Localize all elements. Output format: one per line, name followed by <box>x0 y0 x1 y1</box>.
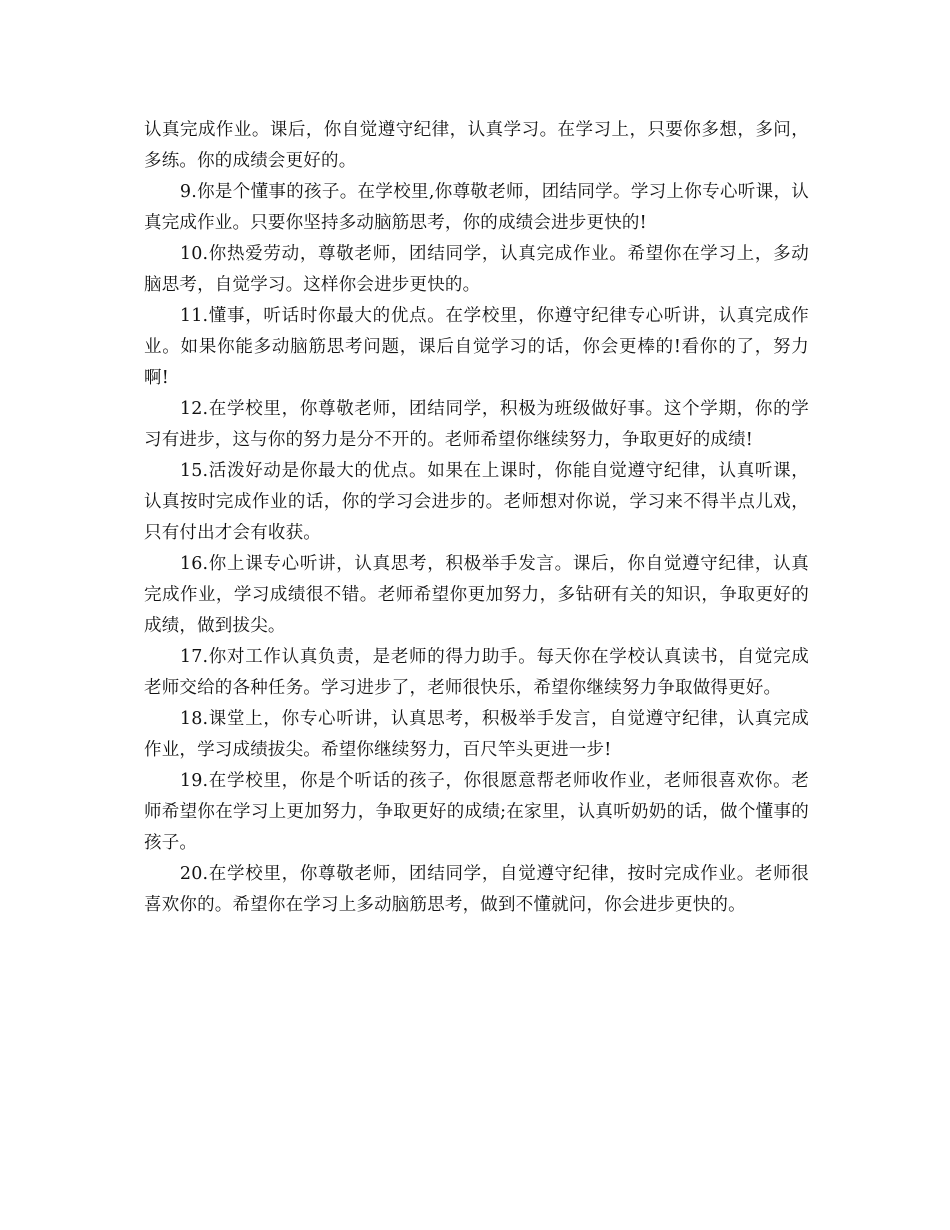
paragraph-comment-18: 18.课堂上，你专心听讲，认真思考，积极举手发言，自觉遵守纪律，认真完成作业，学习成绩拔尖。希望你继续努力，百尺竿头更进一步! <box>144 709 809 760</box>
paragraph-comment-19: 19.在学校里，你是个听话的孩子，你很愿意帮老师收作业，老师很喜欢你。老师希望你在学习上更加努力，争取更好的成绩;在家里，认真听奶奶的话，做个懂事的孩子。 <box>144 771 809 853</box>
paragraph-comment-11: 11.懂事，听话时你最大的优点。在学校里，你遵守纪律专心听讲，认真完成作业。如果你能多动脑筋思考问题，课后自觉学习的话，你会更棒的!看你的了，努力啊! <box>144 306 809 388</box>
paragraph-continuation: 认真完成作业。课后，你自觉遵守纪律，认真学习。在学习上，只要你多想，多问，多练。你的成绩会更好的。 <box>144 120 809 171</box>
paragraph-comment-15: 15.活泼好动是你最大的优点。如果在上课时，你能自觉遵守纪律，认真听课，认真按时完成作业的话，你的学习会进步的。老师想对你说，学习来不得半点儿戏，只有付出才会有收获。 <box>144 461 809 543</box>
document-body <box>144 115 809 921</box>
paragraph-comment-20: 20.在学校里，你尊敬老师，团结同学，自觉遵守纪律，按时完成作业。老师很喜欢你的。希望你在学习上多动脑筋思考，做到不懂就问，你会进步更快的。 <box>144 864 809 915</box>
paragraph-comment-16: 16.你上课专心听讲，认真思考，积极举手发言。课后，你自觉遵守纪律，认真完成作业，学习成绩很不错。老师希望你更加努力，多钻研有关的知识，争取更好的成绩，做到拔尖。 <box>144 554 809 636</box>
paragraph-comment-9: 9.你是个懂事的孩子。在学校里,你尊敬老师，团结同学。学习上你专心听课，认真完成作业。只要你坚持多动脑筋思考，你的成绩会进步更快的! <box>144 182 809 233</box>
paragraph-comment-10: 10.你热爱劳动，尊敬老师，团结同学，认真完成作业。希望你在学习上，多动脑思考，自觉学习。这样你会进步更快的。 <box>144 244 809 295</box>
paragraph-comment-12: 12.在学校里，你尊敬老师，团结同学，积极为班级做好事。这个学期，你的学习有进步，这与你的努力是分不开的。老师希望你继续努力，争取更好的成绩! <box>144 399 809 450</box>
paragraph-comment-17: 17.你对工作认真负责，是老师的得力助手。每天你在学校认真读书，自觉完成老师交给的各种任务。学习进步了，老师很快乐，希望你继续努力争取做得更好。 <box>144 647 809 698</box>
